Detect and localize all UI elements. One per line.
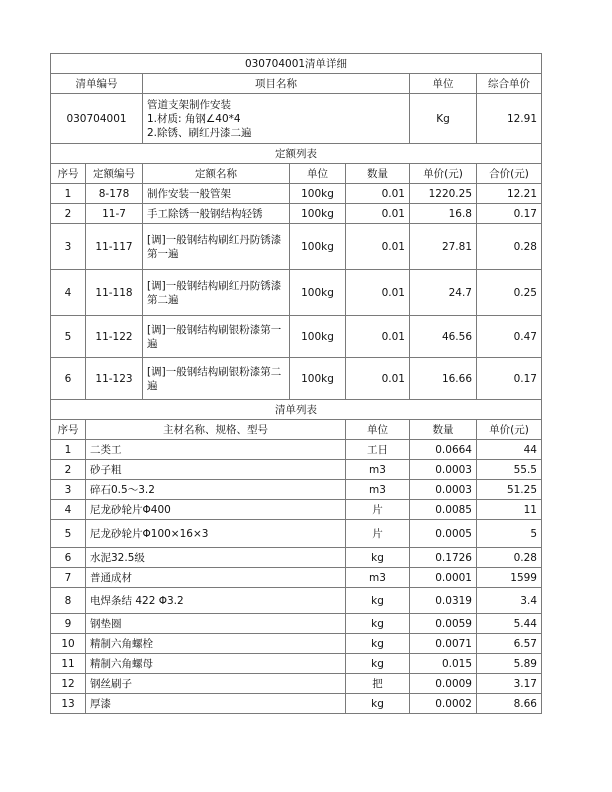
material-col-header: 主材名称、规格、型号	[86, 420, 346, 440]
quota-quantity: 0.01	[346, 316, 410, 358]
material-col-header: 单价(元)	[477, 420, 542, 440]
quota-quantity: 0.01	[346, 184, 410, 204]
material-unit: 片	[346, 500, 410, 520]
unit-header: 单位	[410, 74, 477, 94]
quota-row-number: 6	[51, 358, 86, 400]
quota-row-number: 5	[51, 316, 86, 358]
material-unit: m3	[346, 460, 410, 480]
bill-detail-table	[50, 53, 542, 714]
material-quantity: 0.0085	[410, 500, 477, 520]
quota-row-number: 2	[51, 204, 86, 224]
quota-total: 0.17	[477, 204, 542, 224]
material-col-header: 序号	[51, 420, 86, 440]
material-unit-price: 3.4	[477, 588, 542, 614]
material-quantity: 0.0009	[410, 674, 477, 694]
material-name: 尼龙砂轮片Φ400	[86, 500, 346, 520]
material-unit-price: 55.5	[477, 460, 542, 480]
material-unit: 工日	[346, 440, 410, 460]
quota-col-header: 定额名称	[143, 164, 290, 184]
material-row-number: 7	[51, 568, 86, 588]
bill-unit-price: 12.91	[477, 94, 542, 144]
quota-row	[51, 358, 542, 400]
quota-total: 0.47	[477, 316, 542, 358]
material-row	[51, 548, 542, 568]
material-row-number: 13	[51, 694, 86, 714]
material-quantity: 0.0002	[410, 694, 477, 714]
quota-quantity: 0.01	[346, 224, 410, 270]
material-unit-price: 8.66	[477, 694, 542, 714]
material-unit-price: 1599	[477, 568, 542, 588]
material-row	[51, 614, 542, 634]
material-unit-price: 44	[477, 440, 542, 460]
material-row-number: 11	[51, 654, 86, 674]
quota-code: 8-178	[86, 184, 143, 204]
quota-row	[51, 204, 542, 224]
material-quantity: 0.0003	[410, 480, 477, 500]
materials-section-title: 清单列表	[51, 400, 542, 420]
quota-unit-price: 16.8	[410, 204, 477, 224]
quota-unit-price: 27.81	[410, 224, 477, 270]
quota-total: 0.17	[477, 358, 542, 400]
material-quantity: 0.0001	[410, 568, 477, 588]
material-row	[51, 440, 542, 460]
material-row	[51, 654, 542, 674]
quota-quantity: 0.01	[346, 204, 410, 224]
material-row	[51, 694, 542, 714]
bill-code: 030704001	[51, 94, 143, 144]
material-row	[51, 634, 542, 654]
material-name: 精制六角螺栓	[86, 634, 346, 654]
material-quantity: 0.1726	[410, 548, 477, 568]
quota-row	[51, 224, 542, 270]
material-row-number: 5	[51, 520, 86, 548]
quota-row-number: 1	[51, 184, 86, 204]
material-unit-price: 6.57	[477, 634, 542, 654]
material-row	[51, 460, 542, 480]
quota-code: 11-122	[86, 316, 143, 358]
quota-name: 手工除锈一般钢结构轻锈	[143, 204, 290, 224]
quota-row-number: 4	[51, 270, 86, 316]
material-row-number: 10	[51, 634, 86, 654]
material-col-header: 单位	[346, 420, 410, 440]
material-unit: kg	[346, 694, 410, 714]
material-unit: m3	[346, 568, 410, 588]
material-quantity: 0.0005	[410, 520, 477, 548]
material-unit-price: 3.17	[477, 674, 542, 694]
project-name-header: 项目名称	[143, 74, 410, 94]
quota-total: 12.21	[477, 184, 542, 204]
material-unit: 把	[346, 674, 410, 694]
unit-price-header: 综合单价	[477, 74, 542, 94]
material-row-number: 8	[51, 588, 86, 614]
quota-code: 11-123	[86, 358, 143, 400]
material-name: 厚漆	[86, 694, 346, 714]
material-unit: m3	[346, 480, 410, 500]
quota-name: [调]一般钢结构刷银粉漆第二遍	[143, 358, 290, 400]
material-name: 钢垫圈	[86, 614, 346, 634]
material-unit: kg	[346, 548, 410, 568]
quota-unit-price: 1220.25	[410, 184, 477, 204]
material-unit: kg	[346, 614, 410, 634]
quota-total: 0.28	[477, 224, 542, 270]
material-name: 普通成材	[86, 568, 346, 588]
quota-unit-price: 24.7	[410, 270, 477, 316]
quota-unit: 100kg	[290, 224, 346, 270]
quota-unit: 100kg	[290, 316, 346, 358]
table-title: 030704001清单详细	[51, 54, 542, 74]
quota-row	[51, 270, 542, 316]
material-row-number: 3	[51, 480, 86, 500]
material-name: 尼龙砂轮片Φ100×16×3	[86, 520, 346, 548]
quota-unit: 100kg	[290, 270, 346, 316]
project-description: 管道支架制作安装 1.材质: 角钢∠40*4 2.除锈、刷红丹漆二遍	[143, 94, 410, 144]
material-unit-price: 5	[477, 520, 542, 548]
bill-unit: Kg	[410, 94, 477, 144]
material-name: 砂子粗	[86, 460, 346, 480]
quota-unit: 100kg	[290, 358, 346, 400]
quota-code: 11-117	[86, 224, 143, 270]
bill-code-header: 清单编号	[51, 74, 143, 94]
material-unit-price: 11	[477, 500, 542, 520]
quota-section-title: 定额列表	[51, 144, 542, 164]
material-name: 精制六角螺母	[86, 654, 346, 674]
material-name: 钢丝刷子	[86, 674, 346, 694]
quota-quantity: 0.01	[346, 270, 410, 316]
quota-col-header: 序号	[51, 164, 86, 184]
quota-col-header: 单位	[290, 164, 346, 184]
quota-col-header: 定额编号	[86, 164, 143, 184]
quota-unit-price: 16.66	[410, 358, 477, 400]
material-row-number: 1	[51, 440, 86, 460]
material-row-number: 12	[51, 674, 86, 694]
material-row	[51, 588, 542, 614]
quota-col-header: 单价(元)	[410, 164, 477, 184]
material-name: 碎石0.5～3.2	[86, 480, 346, 500]
material-name: 水泥32.5级	[86, 548, 346, 568]
material-quantity: 0.0059	[410, 614, 477, 634]
quota-row	[51, 184, 542, 204]
quota-col-header: 合价(元)	[477, 164, 542, 184]
quota-total: 0.25	[477, 270, 542, 316]
quota-unit-price: 46.56	[410, 316, 477, 358]
quota-quantity: 0.01	[346, 358, 410, 400]
material-unit-price: 5.89	[477, 654, 542, 674]
material-unit: kg	[346, 588, 410, 614]
material-col-header: 数量	[410, 420, 477, 440]
material-row-number: 2	[51, 460, 86, 480]
quota-row	[51, 316, 542, 358]
material-row	[51, 568, 542, 588]
material-row-number: 9	[51, 614, 86, 634]
quota-code: 11-7	[86, 204, 143, 224]
quota-row-number: 3	[51, 224, 86, 270]
material-unit: kg	[346, 654, 410, 674]
material-quantity: 0.0003	[410, 460, 477, 480]
quota-code: 11-118	[86, 270, 143, 316]
material-quantity: 0.015	[410, 654, 477, 674]
material-unit: 片	[346, 520, 410, 548]
material-name: 电焊条结 422 Φ3.2	[86, 588, 346, 614]
material-row	[51, 480, 542, 500]
material-row	[51, 674, 542, 694]
material-name: 二类工	[86, 440, 346, 460]
material-row-number: 6	[51, 548, 86, 568]
material-quantity: 0.0664	[410, 440, 477, 460]
quota-col-header: 数量	[346, 164, 410, 184]
material-quantity: 0.0071	[410, 634, 477, 654]
material-unit-price: 0.28	[477, 548, 542, 568]
material-row	[51, 520, 542, 548]
material-row-number: 4	[51, 500, 86, 520]
quota-name: 制作安装一般管架	[143, 184, 290, 204]
material-row	[51, 500, 542, 520]
material-unit: kg	[346, 634, 410, 654]
quota-unit: 100kg	[290, 204, 346, 224]
quota-unit: 100kg	[290, 184, 346, 204]
quota-name: [调]一般钢结构刷红丹防锈漆第二遍	[143, 270, 290, 316]
material-unit-price: 5.44	[477, 614, 542, 634]
material-unit-price: 51.25	[477, 480, 542, 500]
quota-name: [调]一般钢结构刷红丹防锈漆第一遍	[143, 224, 290, 270]
quota-name: [调]一般钢结构刷银粉漆第一遍	[143, 316, 290, 358]
material-quantity: 0.0319	[410, 588, 477, 614]
